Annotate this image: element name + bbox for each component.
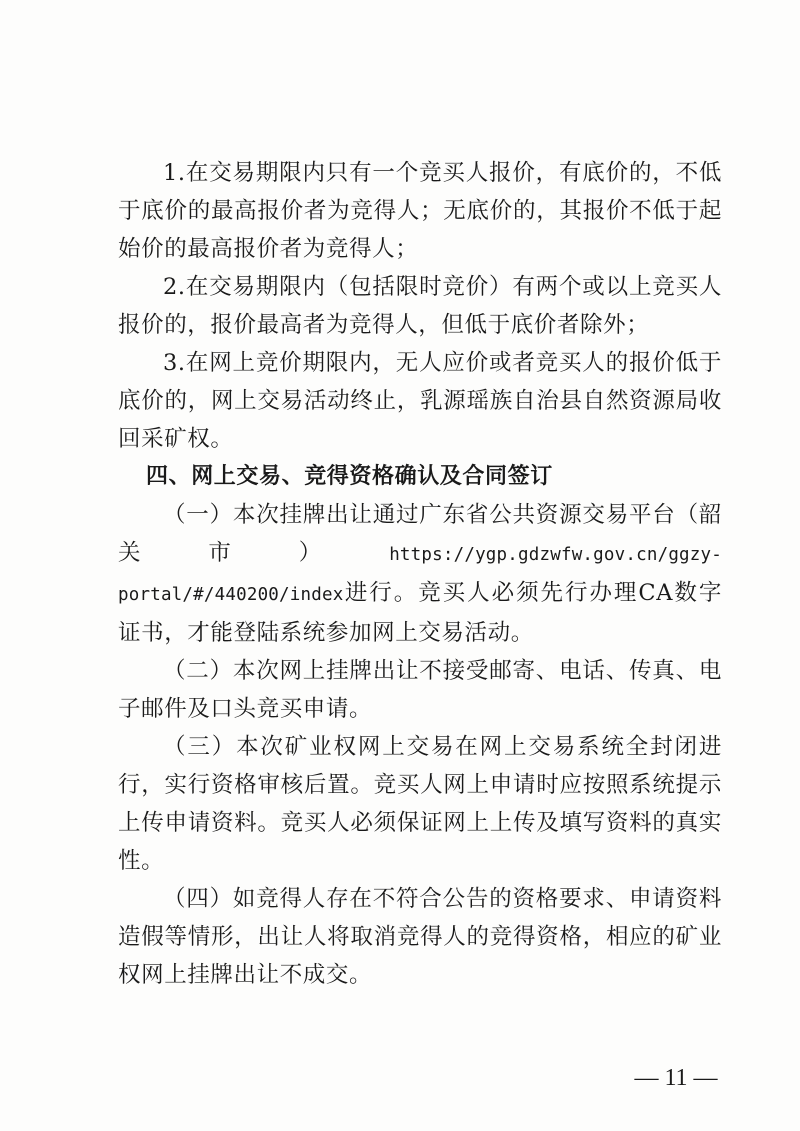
platform-intro-text: （一）本次挂牌出让通过广东省公共资源交易平台（韶关市） [118,502,722,566]
document-body [118,154,722,994]
paragraph-rule-2: 2.在交易期限内（包括限时竞价）有两个或以上竞买人报价的，报价最高者为竞得人，但低于底价者除外； [118,274,722,338]
platform-url-link[interactable]: https://ygp.gdzwfw.gov.cn/ggzy-portal/#/440200/index [118,545,722,605]
section-heading: 四、网上交易、竞得资格确认及合同签订 [146,464,553,489]
page-number: — 11 — [634,1065,718,1091]
paragraph-closed-trading: （三）本次矿业权网上交易在网上交易系统全封闭进行，实行资格审核后置。竞买人网上申请时应按照系统提示上传申请资料。竞买人必须保证网上上传及填写资料的真实性。 [118,734,722,874]
paragraph-rule-3: 3.在网上竞价期限内，无人应价或者竞买人的报价低于底价的，网上交易活动终止，乳源瑶族自治县自然资源局收回采矿权。 [118,350,722,452]
paragraph-rule-1: 1.在交易期限内只有一个竞买人报价，有底价的，不低于底价的最高报价者为竞得人；无底价的，其报价不低于起始价的最高报价者为竞得人； [118,160,722,262]
paragraph-cancel-qualification: （四）如竞得人存在不符合公告的资格要求、申请资料造假等情形，出让人将取消竞得人的竞得资格，相应的矿业权网上挂牌出让不成交。 [118,886,722,988]
platform-rest-text: 进行。竞买人必须先行办理CA数字证书，才能登陆系统参加网上交易活动。 [118,580,722,646]
paragraph-no-offline-applications: （二）本次网上挂牌出让不接受邮寄、电话、传真、电子邮件及口头竞买申请。 [118,658,722,722]
paragraph-platform [118,496,722,652]
